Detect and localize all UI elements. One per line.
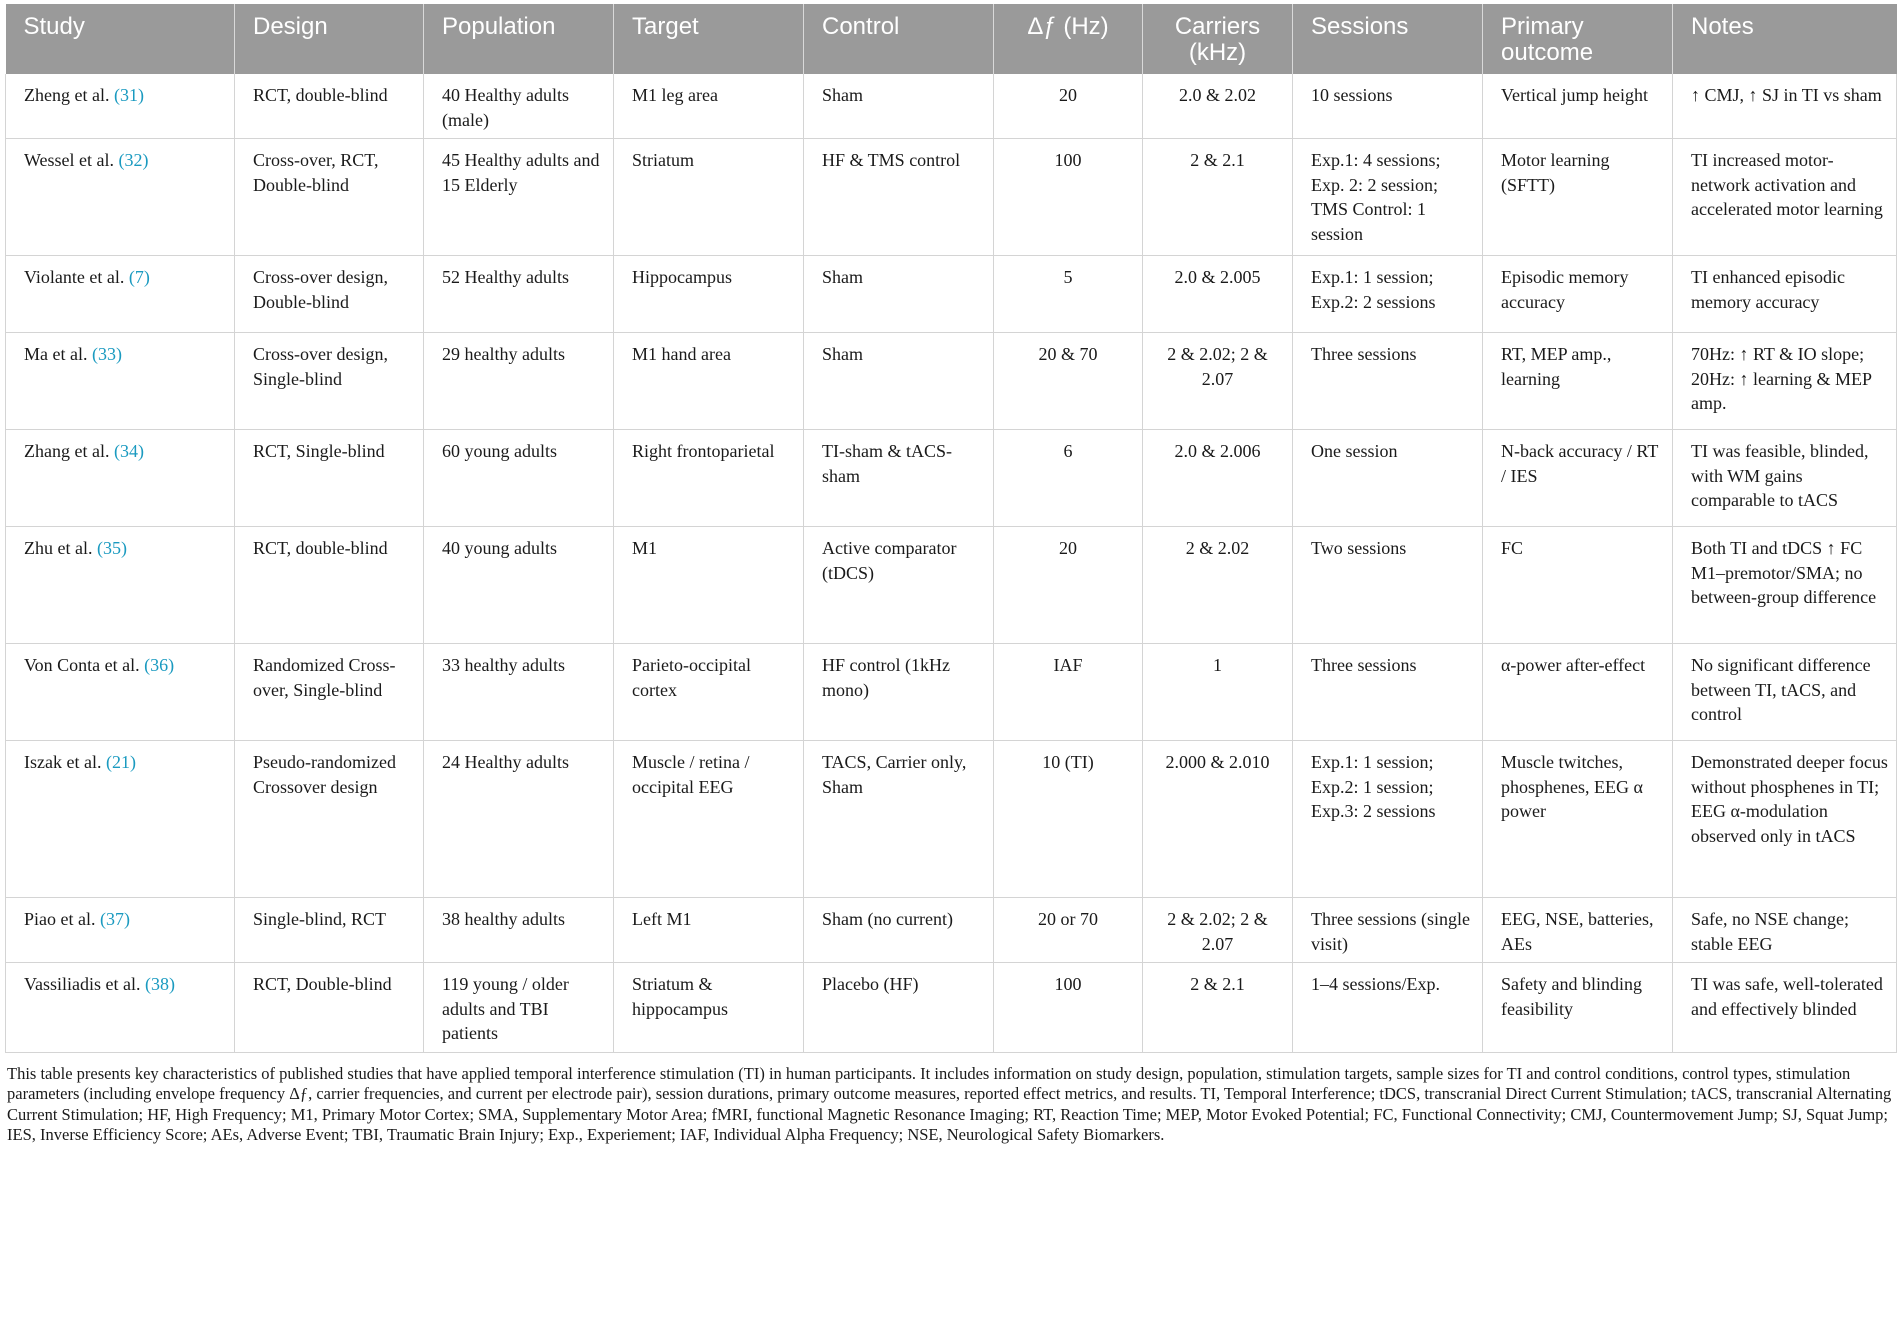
col-header-population: Population — [424, 4, 614, 74]
cell-sessions: Three sessions (single visit) — [1293, 898, 1483, 963]
cell-df: 5 — [994, 256, 1143, 333]
cell-control: HF & TMS control — [804, 139, 994, 256]
study-author: Zheng et al. — [24, 85, 110, 105]
study-author: Ma et al. — [24, 344, 88, 364]
cell-study — [6, 527, 235, 644]
cell-population: 45 Healthy adults and 15 Elderly — [424, 139, 614, 256]
reference-link[interactable]: (33) — [91, 344, 122, 364]
reference-link[interactable]: (32) — [118, 150, 149, 170]
cell-outcome: Motor learning (SFTT) — [1483, 139, 1673, 256]
table-row — [6, 333, 1897, 430]
reference-link[interactable]: (31) — [113, 85, 144, 105]
study-author: Piao et al. — [24, 909, 96, 929]
col-header-design: Design — [235, 4, 424, 74]
cell-notes: ↑ CMJ, ↑ SJ in TI vs sham — [1673, 74, 1897, 139]
cell-design: Pseudo-randomized Crossover design — [235, 741, 424, 898]
cell-study — [6, 430, 235, 527]
cell-outcome: Muscle twitches, phosphenes, EEG α power — [1483, 741, 1673, 898]
table-footnote: This table presents key characteristics of published studies that have applied temporal interference stimulation (TI) in human participants. It includes information on study design, population, stimulation targets, sample sizes for TI and control conditions, control types, stimulation parameters (including envelope frequency Δƒ, carrier frequencies, and current per electrode pair), session durations, primary outcome measures, reported effect metrics, and results. TI, Temporal Interference; tDCS, transcranial Direct Current Stimulation; tACS, transcranial Alternating Current Stimulation; HF, High Frequency; M1, Primary Motor Cortex; SMA, Supplementary Motor Area; fMRI, functional Magnetic Resonance Imaging; RT, Reaction Time; MEP, Motor Evoked Potential; FC, Functional Connectivity; CMJ, Countermovement Jump; SJ, Squat Jump; IES, Inverse Efficiency Score; AEs, Adverse Event; TBI, Traumatic Brain Injury; Exp., Experiement; IAF, Individual Alpha Frequency; NSE, Neurological Safety Biomarkers. — [7, 1063, 1892, 1144]
cell-population: 33 healthy adults — [424, 644, 614, 741]
table-row — [6, 256, 1897, 333]
table-row — [6, 527, 1897, 644]
cell-carriers: 2 & 2.02 — [1143, 527, 1293, 644]
cell-target: M1 hand area — [614, 333, 804, 430]
col-header-notes: Notes — [1673, 4, 1897, 74]
cell-target: M1 leg area — [614, 74, 804, 139]
cell-carriers: 2.0 & 2.02 — [1143, 74, 1293, 139]
reference-link[interactable]: (38) — [144, 974, 175, 994]
cell-sessions: 1–4 sessions/Exp. — [1293, 963, 1483, 1053]
cell-design: Cross-over design, Single-blind — [235, 333, 424, 430]
cell-design: RCT, double-blind — [235, 74, 424, 139]
cell-study — [6, 741, 235, 898]
cell-target: M1 — [614, 527, 804, 644]
cell-outcome: Safety and blinding feasibility — [1483, 963, 1673, 1053]
cell-df: 100 — [994, 139, 1143, 256]
cell-target: Right frontoparietal — [614, 430, 804, 527]
col-header-carriers: Carriers (kHz) — [1143, 4, 1293, 74]
cell-outcome: N-back accuracy / RT / IES — [1483, 430, 1673, 527]
cell-control: Placebo (HF) — [804, 963, 994, 1053]
cell-study — [6, 644, 235, 741]
cell-carriers: 1 — [1143, 644, 1293, 741]
cell-carriers: 2.0 & 2.006 — [1143, 430, 1293, 527]
cell-study — [6, 139, 235, 256]
cell-outcome: Vertical jump height — [1483, 74, 1673, 139]
table-row — [6, 139, 1897, 256]
cell-design: RCT, Single-blind — [235, 430, 424, 527]
cell-df: 100 — [994, 963, 1143, 1053]
col-header-df: Δƒ (Hz) — [994, 4, 1143, 74]
cell-carriers: 2 & 2.1 — [1143, 963, 1293, 1053]
cell-design: RCT, double-blind — [235, 527, 424, 644]
cell-df: 20 or 70 — [994, 898, 1143, 963]
cell-study — [6, 74, 235, 139]
study-author: Von Conta et al. — [24, 655, 140, 675]
cell-sessions: Exp.1: 1 session; Exp.2: 1 session; Exp.3: 2 sessions — [1293, 741, 1483, 898]
col-header-control: Control — [804, 4, 994, 74]
cell-control: Active comparator (tDCS) — [804, 527, 994, 644]
cell-notes: No significant difference between TI, tACS, and control — [1673, 644, 1897, 741]
table-row — [6, 644, 1897, 741]
cell-df: 20 — [994, 527, 1143, 644]
cell-design: Cross-over, RCT, Double-blind — [235, 139, 424, 256]
cell-design: RCT, Double-blind — [235, 963, 424, 1053]
cell-sessions: Two sessions — [1293, 527, 1483, 644]
cell-control: HF control (1kHz mono) — [804, 644, 994, 741]
header-row — [6, 4, 1897, 74]
cell-sessions: Three sessions — [1293, 333, 1483, 430]
reference-link[interactable]: (37) — [99, 909, 130, 929]
cell-carriers: 2.0 & 2.005 — [1143, 256, 1293, 333]
cell-target: Left M1 — [614, 898, 804, 963]
cell-target: Parieto-occipital cortex — [614, 644, 804, 741]
cell-notes: TI enhanced episodic memory accuracy — [1673, 256, 1897, 333]
cell-study — [6, 333, 235, 430]
cell-notes: 70Hz: ↑ RT & IO slope; 20Hz: ↑ learning & MEP amp. — [1673, 333, 1897, 430]
cell-control: Sham (no current) — [804, 898, 994, 963]
study-author: Zhu et al. — [24, 538, 93, 558]
cell-notes: TI was safe, well-tolerated and effectively blinded — [1673, 963, 1897, 1053]
cell-target: Striatum — [614, 139, 804, 256]
col-header-target: Target — [614, 4, 804, 74]
table-row — [6, 74, 1897, 139]
cell-population: 24 Healthy adults — [424, 741, 614, 898]
cell-df: 20 & 70 — [994, 333, 1143, 430]
cell-study — [6, 898, 235, 963]
cell-design: Randomized Cross-over, Single-blind — [235, 644, 424, 741]
study-author: Iszak et al. — [24, 752, 102, 772]
cell-carriers: 2.000 & 2.010 — [1143, 741, 1293, 898]
cell-population: 52 Healthy adults — [424, 256, 614, 333]
cell-design: Cross-over design, Double-blind — [235, 256, 424, 333]
table-row — [6, 430, 1897, 527]
cell-outcome: Episodic memory accuracy — [1483, 256, 1673, 333]
reference-link[interactable]: (7) — [128, 267, 150, 287]
cell-notes: TI increased motor-network activation and accelerated motor learning — [1673, 139, 1897, 256]
cell-target: Muscle / retina / occipital EEG — [614, 741, 804, 898]
cell-control: Sham — [804, 256, 994, 333]
cell-sessions: One session — [1293, 430, 1483, 527]
cell-outcome: FC — [1483, 527, 1673, 644]
cell-design: Single-blind, RCT — [235, 898, 424, 963]
cell-df: 20 — [994, 74, 1143, 139]
cell-notes: TI was feasible, blinded, with WM gains comparable to tACS — [1673, 430, 1897, 527]
table-row — [6, 963, 1897, 1053]
col-header-outcome: Primary outcome — [1483, 4, 1673, 74]
cell-df: 6 — [994, 430, 1143, 527]
cell-df: 10 (TI) — [994, 741, 1143, 898]
cell-sessions: 10 sessions — [1293, 74, 1483, 139]
cell-notes: Demonstrated deeper focus without phosphenes in TI; EEG α-modulation observed only in tACS — [1673, 741, 1897, 898]
cell-sessions: Three sessions — [1293, 644, 1483, 741]
cell-control: Sham — [804, 333, 994, 430]
reference-link[interactable]: (36) — [144, 655, 175, 675]
cell-population: 38 healthy adults — [424, 898, 614, 963]
cell-target: Hippocampus — [614, 256, 804, 333]
cell-target: Striatum & hippocampus — [614, 963, 804, 1053]
reference-link[interactable]: (34) — [113, 441, 144, 461]
cell-study — [6, 256, 235, 333]
reference-link[interactable]: (35) — [96, 538, 127, 558]
cell-df: IAF — [994, 644, 1143, 741]
study-author: Wessel et al. — [24, 150, 115, 170]
study-author: Vassiliadis et al. — [24, 974, 141, 994]
cell-carriers: 2 & 2.02; 2 & 2.07 — [1143, 898, 1293, 963]
cell-outcome: EEG, NSE, batteries, AEs — [1483, 898, 1673, 963]
studies-table — [5, 4, 1897, 1053]
cell-control: TI-sham & tACS-sham — [804, 430, 994, 527]
study-author: Violante et al. — [24, 267, 125, 287]
cell-sessions: Exp.1: 4 sessions; Exp. 2: 2 session; TMS Control: 1 session — [1293, 139, 1483, 256]
cell-notes: Both TI and tDCS ↑ FC M1–premotor/SMA; no between-group difference — [1673, 527, 1897, 644]
col-header-study: Study — [6, 4, 235, 74]
cell-control: TACS, Carrier only, Sham — [804, 741, 994, 898]
cell-study — [6, 963, 235, 1053]
cell-sessions: Exp.1: 1 session; Exp.2: 2 sessions — [1293, 256, 1483, 333]
cell-population: 119 young / older adults and TBI patients — [424, 963, 614, 1053]
cell-population: 29 healthy adults — [424, 333, 614, 430]
cell-carriers: 2 & 2.02; 2 & 2.07 — [1143, 333, 1293, 430]
reference-link[interactable]: (21) — [105, 752, 136, 772]
cell-control: Sham — [804, 74, 994, 139]
col-header-sessions: Sessions — [1293, 4, 1483, 74]
cell-carriers: 2 & 2.1 — [1143, 139, 1293, 256]
table-row — [6, 898, 1897, 963]
cell-outcome: α-power after-effect — [1483, 644, 1673, 741]
table-container — [5, 4, 1896, 1146]
cell-outcome: RT, MEP amp., learning — [1483, 333, 1673, 430]
cell-notes: Safe, no NSE change; stable EEG — [1673, 898, 1897, 963]
cell-population: 60 young adults — [424, 430, 614, 527]
table-row — [6, 741, 1897, 898]
cell-population: 40 young adults — [424, 527, 614, 644]
study-author: Zhang et al. — [24, 441, 110, 461]
cell-population: 40 Healthy adults (male) — [424, 74, 614, 139]
